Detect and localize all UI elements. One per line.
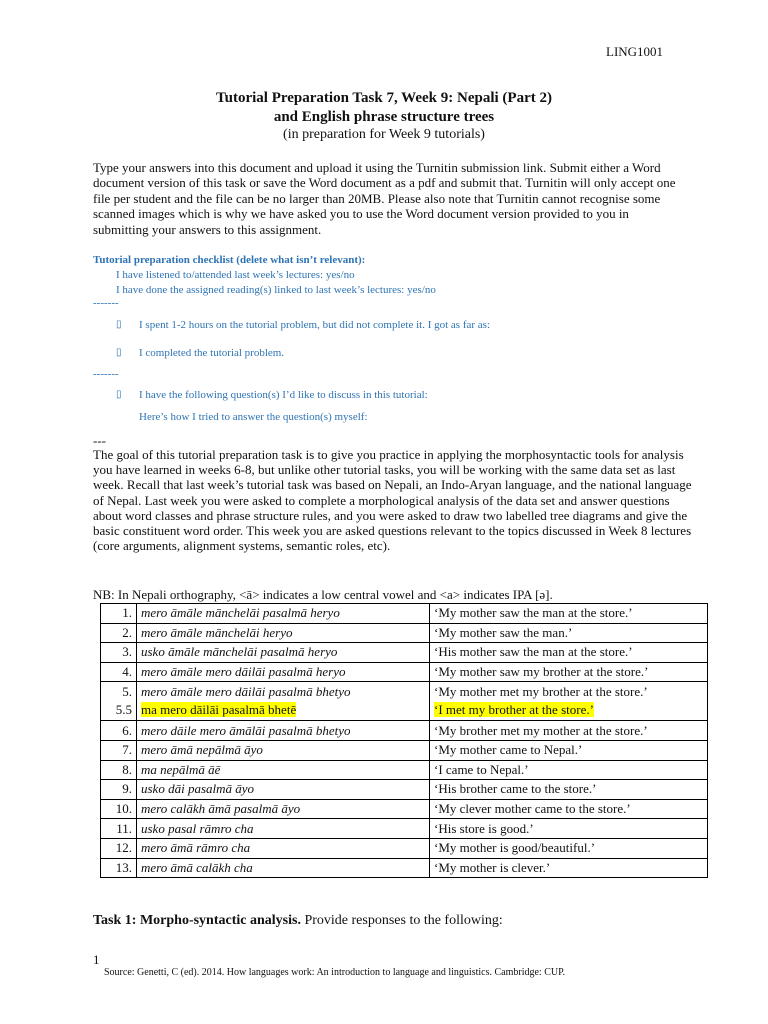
english-gloss [430,682,708,721]
table-row [101,819,708,839]
row-number: 11. [101,819,137,839]
document-subtitle: (in preparation for Week 9 tutorials) [283,127,485,142]
row-number: 8. [101,760,137,780]
english-gloss: ‘My mother met my brother at the store.’ [434,684,648,700]
table-row [101,780,708,800]
nepali-sentence: mero āmā calākh cha [137,858,430,878]
goal-paragraph: The goal of this tutorial preparation task is to give you practice in applying the morphosyntactic tools for analysis you have learned in weeks 6-8, but unlike other tutorial tasks, you will be working with the same data set as last week. Recall that last week’s tutorial task was based on Nepali, an Indo-Aryan language, and the national language of Nepal. Last week you were asked to complete a morphological analysis of the data set and answer questions about word classes and phrase structure rules, and you were asked to draw two labelled tree diagrams and give the basic constituent word order. This week you are asked questions relevant to the topics discussed in Week 8 lectures (core arguments, alignment systems, semantic roles, etc). [93,447,692,554]
english-gloss: ‘His store is good.’ [430,819,708,839]
row-number: 3. [101,643,137,663]
english-gloss: ‘My mother saw the man.’ [430,623,708,643]
row-number: 12. [101,838,137,858]
task1-heading [93,913,503,929]
row-number: 4. [101,662,137,682]
nepali-sentence: mero āmāle mero dāilāi pasalmā bhetyo [141,684,351,700]
checklist-option-partial: I spent 1-2 hours on the tutorial problem, but did not complete it. I got as far as: [139,319,491,331]
row-number-sub: 5.5 [115,702,132,718]
row-number: 13. [101,858,137,878]
table-row [101,604,708,624]
nepali-sentence: mero āmāle mero dāilāi pasalmā heryo [137,662,430,682]
divider-dashes: ------- [93,368,119,380]
row-number: 7. [101,740,137,760]
footnote-source: Source: Genetti, C (ed). 2014. How languages work: An introduction to language and linguistics. Cambridge: CUP. [104,967,566,978]
divider-dashes-end: --- [93,433,106,448]
row-number: 9. [101,780,137,800]
english-gloss: ‘His mother saw the man at the store.’ [430,643,708,663]
nepali-sentence: mero calākh āmā pasalmā āyo [137,799,430,819]
highlighted-english-gloss: ‘I met my brother at the store.’ [434,702,594,718]
nepali-sentence: mero dāile mero āmālāi pasalmā bhetyo [137,721,430,741]
checklist-option-attempt: Here’s how I tried to answer the question(s) myself: [139,411,368,423]
table-row [101,643,708,663]
table-row [101,858,708,878]
english-gloss: ‘I came to Nepal.’ [430,760,708,780]
nepali-sentence: mero āmāle mānchelāi pasalmā heryo [137,604,430,624]
table-row [101,721,708,741]
checklist-option-complete: I completed the tutorial problem. [139,347,285,359]
row-number: 10. [101,799,137,819]
course-code: LING1001 [606,44,664,59]
document-title: Tutorial Preparation Task 7, Week 9: Nepali (Part 2) [216,90,552,106]
nepali-sentence: mero āmā rāmro cha [137,838,430,858]
table-row [101,740,708,760]
english-gloss: ‘My mother is clever.’ [430,858,708,878]
checkbox-icon: ▯ [116,389,122,400]
table-row [101,623,708,643]
nepali-data-table [100,603,708,878]
nepali-sentence: usko āmāle mānchelāi pasalmā heryo [137,643,430,663]
english-gloss: ‘My mother saw the man at the store.’ [430,604,708,624]
checklist-item-readings: I have done the assigned reading(s) linked to last week’s lectures: yes/no [116,284,436,296]
checklist-item-lectures: I have listened to/attended last week’s lectures: yes/no [116,269,355,281]
orthography-note: NB: In Nepali orthography, <ā> indicates a low central vowel and <a> indicates IPA [ə]. [93,587,553,602]
checkbox-icon: ▯ [116,319,122,330]
nepali-sentence: ma nepālmā āē [137,760,430,780]
nepali-sentence [137,682,430,721]
row-number: 2. [101,623,137,643]
row-number [101,682,137,721]
checklist-option-questions: I have the following question(s) I’d like to discuss in this tutorial: [139,389,428,401]
english-gloss: ‘My clever mother came to the store.’ [430,799,708,819]
divider-dashes: ------- [93,297,119,309]
english-gloss: ‘My mother is good/beautiful.’ [430,838,708,858]
document-title-line2: and English phrase structure trees [273,109,495,125]
intro-paragraph: Type your answers into this document and upload it using the Turnitin submission link. Submit either a Word document version of this task or save the Word document as a pdf and submit that. Turnitin will only accept one file per student and the file can be no larger than 20MB. Please also note that Turnitin cannot recognise some scanned images which is why we have asked you to use the Word document version provided to you in submitting your answers to this assignment. [93,160,676,237]
nepali-sentence: mero āmā nepālmā āyo [137,740,430,760]
checkbox-icon: ▯ [116,347,122,358]
nepali-sentence: usko pasal rāmro cha [137,819,430,839]
table-row [101,662,708,682]
highlighted-nepali-sentence: ma mero dāilāi pasalmā bhetē [141,702,297,718]
checklist-heading: Tutorial preparation checklist (delete what isn’t relevant): [93,254,366,266]
nepali-sentence: usko dāi pasalmā āyo [137,780,430,800]
task1-instruction: Provide responses to the following: [300,913,503,928]
english-gloss: ‘His brother came to the store.’ [430,780,708,800]
nepali-sentence: mero āmāle mānchelāi heryo [137,623,430,643]
task1-title: Task 1: Morpho-syntactic analysis. [93,913,301,928]
table-row [101,838,708,858]
row-number: 5. [122,684,132,700]
english-gloss: ‘My brother met my mother at the store.’ [430,721,708,741]
table-row [101,682,708,721]
row-number: 1. [101,604,137,624]
english-gloss: ‘My mother saw my brother at the store.’ [430,662,708,682]
table-row [101,760,708,780]
table-row [101,799,708,819]
row-number: 6. [101,721,137,741]
page-number: 1 [93,952,100,967]
english-gloss: ‘My mother came to Nepal.’ [430,740,708,760]
